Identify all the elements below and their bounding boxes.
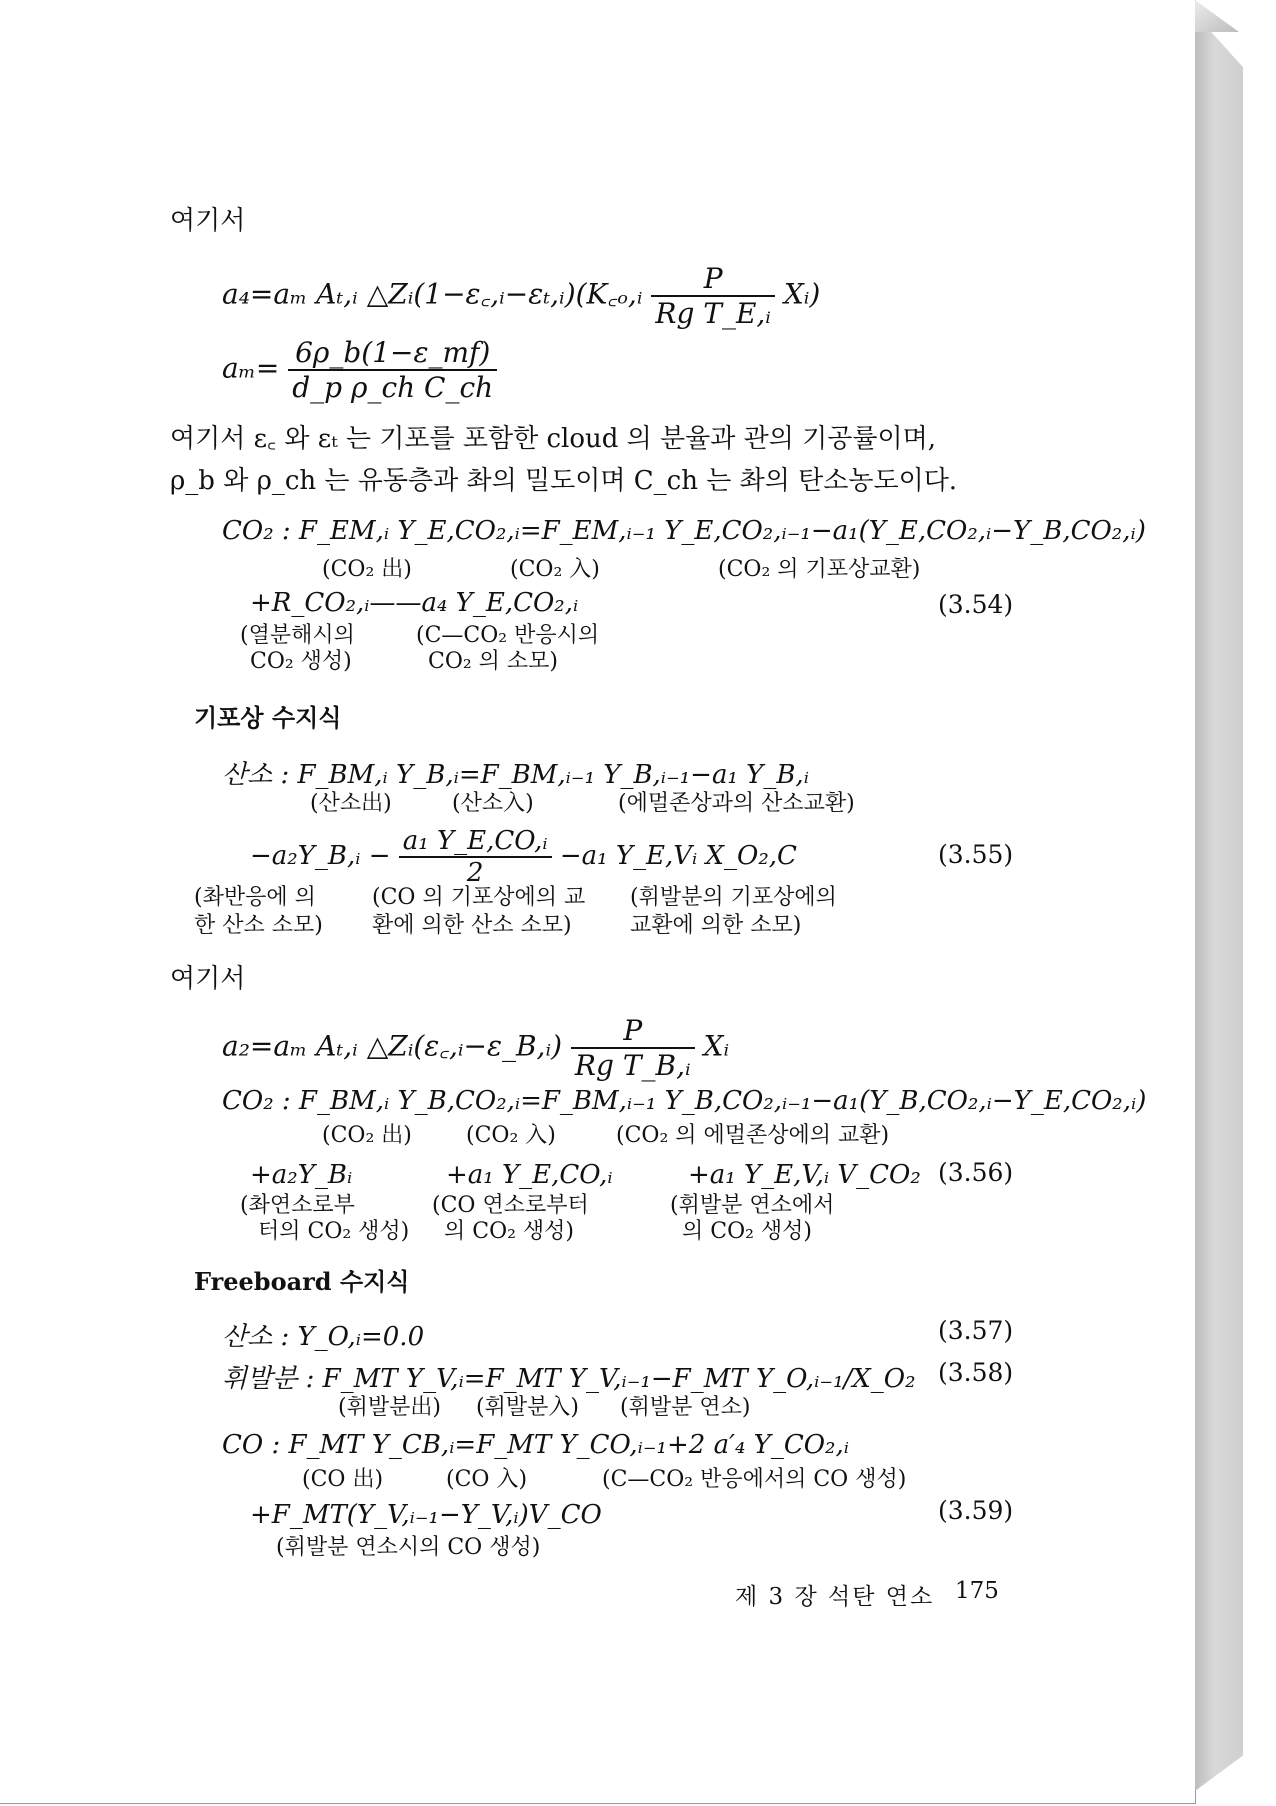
section-heading-freeboard: Freeboard 수지식 bbox=[194, 1267, 410, 1296]
page-number: 175 bbox=[955, 1578, 999, 1604]
equation-number: (3.59) bbox=[938, 1496, 1014, 1525]
annotation: (촤반응에 의 bbox=[194, 885, 316, 910]
fraction-numerator: 6ρ_b(1−ε_mf) bbox=[288, 336, 497, 371]
fraction-denominator: R𝑔 T_E,ᵢ bbox=[655, 297, 771, 330]
annotation: (열분해시의 bbox=[240, 623, 355, 648]
annotation: (휘발분 연소에서 bbox=[670, 1193, 835, 1218]
fraction-denominator: R𝑔 T_B,ᵢ bbox=[574, 1049, 691, 1082]
annotation: 한 산소 소모) bbox=[194, 913, 323, 938]
equation-am-lhs: aₘ= bbox=[222, 351, 280, 385]
equation-a2 bbox=[222, 1014, 729, 1082]
equation-freeboard-oxygen: 산소 : Y_O,ᵢ=0.0 bbox=[222, 1322, 425, 1352]
annotation: (CO₂ 의 기포상교환) bbox=[718, 557, 921, 582]
equation-number: (3.58) bbox=[938, 1358, 1014, 1387]
fraction-numerator: P bbox=[651, 262, 775, 297]
equation-a2-tail: Xᵢ bbox=[703, 1029, 730, 1063]
running-footer: 제 3 장 석탄 연소 bbox=[735, 1584, 935, 1610]
equation-freeboard-co-line-1: CO : F_MT Y_CB,ᵢ=F_MT Y_CO,ᵢ₋₁+2 a′₄ Y_CO₂,ᵢ bbox=[222, 1430, 849, 1460]
annotation: (CO 入) bbox=[446, 1467, 528, 1492]
annotation: (휘발분의 기포상에의 bbox=[630, 885, 837, 910]
annotation: (CO 연소로부터 bbox=[432, 1193, 589, 1218]
intro-text-1: 여기서 bbox=[170, 206, 246, 236]
annotation: (CO₂ 入) bbox=[466, 1123, 556, 1148]
fraction-numerator: a₁ Y_E,CO,ᵢ bbox=[399, 826, 552, 858]
equation-freeboard-volatile: 휘발분 : F_MT Y_V,ᵢ=F_MT Y_V,ᵢ₋₁−F_MT Y_O,ᵢ₋₁/X_O₂ bbox=[222, 1364, 916, 1394]
annotation: (CO₂ 出) bbox=[322, 557, 412, 582]
equation-co2-bubble-term-2: +a₁ Y_E,CO,ᵢ bbox=[446, 1160, 613, 1190]
equation-a4 bbox=[222, 262, 820, 330]
page-stack-edge bbox=[1195, 14, 1243, 1791]
annotation: (CO 出) bbox=[302, 1467, 384, 1492]
annotation: (CO₂ 入) bbox=[510, 557, 600, 582]
intro-text-2: 여기서 bbox=[170, 964, 246, 994]
equation-am bbox=[222, 336, 497, 404]
annotation: (산소入) bbox=[452, 791, 534, 816]
equation-number: (3.56) bbox=[938, 1158, 1014, 1187]
section-heading-bubble: 기포상 수지식 bbox=[194, 703, 342, 732]
annotation: 교환에 의한 소모) bbox=[630, 913, 802, 938]
annotation: CO₂ 의 소모) bbox=[428, 649, 559, 674]
equation-co2-bubble-term-1: +a₂Y_Bᵢ bbox=[250, 1160, 353, 1190]
equation-number: (3.57) bbox=[938, 1316, 1014, 1345]
annotation: (CO₂ 出) bbox=[322, 1123, 412, 1148]
annotation: (휘발분出) bbox=[338, 1395, 441, 1420]
equation-number: (3.55) bbox=[938, 840, 1014, 869]
equation-a4-main: a₄=aₘ Aₜ,ᵢ △Zᵢ(1−ε꜀,ᵢ−εₜ,ᵢ)(K꜀ₒ,ᵢ bbox=[222, 277, 643, 311]
annotation: (휘발분 연소시의 CO 생성) bbox=[276, 1535, 541, 1560]
annotation: (산소出) bbox=[310, 791, 392, 816]
annotation: 의 CO₂ 생성) bbox=[682, 1219, 813, 1244]
equation-co2-emulsion-line-1: CO₂ : F_EM,ᵢ Y_E,CO₂,ᵢ=F_EM,ᵢ₋₁ Y_E,CO₂,ᵢ₋₁−a₁(Y_E,CO₂,ᵢ−Y_B,CO₂,ᵢ) bbox=[222, 516, 1146, 546]
description-line-1: 여기서 ε꜀ 와 εₜ 는 기포를 포함한 cloud 의 분율과 관의 기공률이며, bbox=[170, 424, 936, 454]
equation-co2-emulsion-line-2: +R_CO₂,ᵢ——a₄ Y_E,CO₂,ᵢ bbox=[250, 588, 579, 618]
annotation: 터의 CO₂ 생성) bbox=[258, 1219, 410, 1244]
annotation: (에멀존상과의 산소교환) bbox=[618, 791, 855, 816]
fraction-denominator: 2 bbox=[466, 858, 484, 888]
annotation: (CO₂ 의 에멀존상에의 교환) bbox=[616, 1123, 890, 1148]
equation-freeboard-co-line-2: +F_MT(Y_V,ᵢ₋₁−Y_V,ᵢ)V_CO bbox=[250, 1500, 602, 1530]
annotation: (C—CO₂ 반응에서의 CO 생성) bbox=[602, 1467, 907, 1492]
equation-co2-bubble-term-3: +a₁ Y_E,V,ᵢ V_CO₂ bbox=[688, 1160, 921, 1190]
page-corner-fold bbox=[1195, 0, 1239, 32]
fraction-denominator: d_p ρ_ch C_ch bbox=[292, 371, 494, 404]
annotation: CO₂ 생성) bbox=[250, 649, 352, 674]
annotation: (C—CO₂ 반응시의 bbox=[416, 623, 600, 648]
equation-a2-fraction bbox=[571, 1014, 695, 1082]
annotation: (CO 의 기포상에의 교 bbox=[372, 885, 586, 910]
annotation: (촤연소로부 bbox=[240, 1193, 355, 1218]
description-line-2: ρ_b 와 ρ_ch 는 유동층과 촤의 밀도이며 C_ch 는 촤의 탄소농도이다. bbox=[170, 466, 958, 496]
annotation: (휘발분 연소) bbox=[620, 1395, 751, 1420]
equation-o2-bubble-line-2 bbox=[250, 826, 797, 888]
equation-o2-bubble-line-1: 산소 : F_BM,ᵢ Y_B,ᵢ=F_BM,ᵢ₋₁ Y_B,ᵢ₋₁−a₁ Y_B,ᵢ bbox=[222, 760, 809, 790]
equation-am-fraction bbox=[288, 336, 497, 404]
fraction-numerator: P bbox=[571, 1014, 695, 1049]
annotation: 의 CO₂ 생성) bbox=[444, 1219, 575, 1244]
annotation: (휘발분入) bbox=[476, 1395, 579, 1420]
equation-part: −a₁ Y_E,Vᵢ X_O₂,C bbox=[559, 841, 797, 871]
equation-o2-fraction bbox=[399, 826, 552, 888]
equation-co2-bubble-line-1: CO₂ : F_BM,ᵢ Y_B,CO₂,ᵢ=F_BM,ᵢ₋₁ Y_B,CO₂,ᵢ₋₁−a₁(Y_B,CO₂,ᵢ−Y_E,CO₂,ᵢ) bbox=[222, 1086, 1147, 1116]
equation-a2-main: a₂=aₘ Aₜ,ᵢ △Zᵢ(ε꜀,ᵢ−ε_B,ᵢ) bbox=[222, 1029, 563, 1063]
equation-number: (3.54) bbox=[938, 590, 1014, 619]
annotation: 환에 의한 산소 소모) bbox=[372, 913, 572, 938]
equation-a4-fraction bbox=[651, 262, 775, 330]
equation-a4-tail: Xᵢ) bbox=[783, 277, 821, 311]
equation-part: −a₂Y_B,ᵢ − bbox=[250, 841, 391, 871]
